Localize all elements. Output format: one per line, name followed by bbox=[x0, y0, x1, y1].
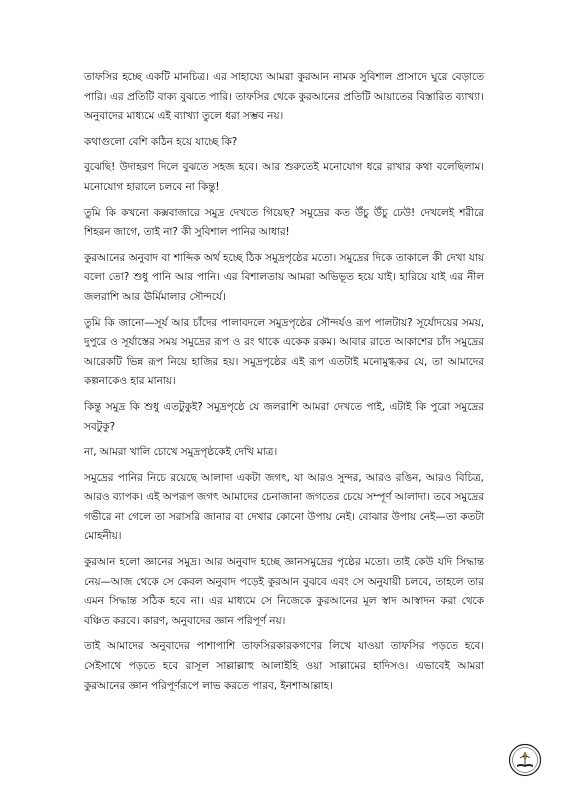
paragraph-11: তাই আমাদের অনুবাদের পাশাপাশি তাফসিরকারকগণের লিখে যাওয়া তাফসির পড়তে হবে। সেইসাথে পড়তে হবে রাসূল সাল্লাল্লাহু আলাইহি ওয়া সাল্লামের হাদিসও। এভাবেই আমরা কুরআনের জ্ঞান পরিপূর্ণরূপে লাভ করতে পারব, ইনশাআল্লাহ। bbox=[84, 640, 484, 692]
paragraph-9: সমুদ্রের পানির নিচে রয়েছে আলাদা একটা জগৎ, যা আরও সুন্দর, আরও রঙিন, আরও বিচিত্র, আরও ব্যাপক। এই অপরূপ জগৎ আমাদের চেনাজানা জগতের চেয়ে সম্পূর্ণ আলাদা। তবে সমুদ্রের গভীরে না গেলে তা সরাসরি জানার বা দেখার কোনো উপায় নেই। বোঝার উপায় নেই—তা কতটা মোহনীয়। bbox=[84, 471, 484, 543]
paragraph-4: তুমি কি কখনো কক্সবাজারে সমুদ্র দেখতে গিয়েছ? সমুদ্রের কত উঁচু উঁচু ঢেউ! দেখলেই শরীরে শিহরন জাগে, তাই না? কী সুবিশাল পানির আধার! bbox=[84, 206, 484, 239]
paragraph-5: কুরআনের অনুবাদ বা শাব্দিক অর্থ হচ্ছে ঠিক সমুদ্রপৃষ্ঠের মতো। সমুদ্রের দিকে তাকালে কী দেখা যায় বলো তো? শুধু পানি আর পানি। এর বিশালতায় আমরা অভিভূত হয়ে যাই। হারিয়ে যাই এর নীল জলরাশি আর ঊর্মিমালার সৌন্দর্যে। bbox=[84, 251, 484, 303]
paragraph-7: কিন্তু সমুদ্র কি শুধু এতটুকুই? সমুদ্রপৃষ্ঠে যে জলরাশি আমরা দেখতে পাই, এটাই কি পুরো সমুদ্রের সবটুকু? bbox=[84, 400, 484, 433]
paragraph-10: কুরআন হলো জ্ঞানের সমুদ্র। আর অনুবাদ হচ্ছে জ্ঞানসমুদ্রের পৃষ্ঠের মতো। তাই কেউ যদি সিদ্ধান্ত নেয়—আজ থেকে সে কেবল অনুবাদ পড়েই কুরআন বুঝবে এবং সে অনুযায়ী চলবে, তাহলে তার এমন সিদ্ধান্ত সঠিক হবে না। এর মাধ্যমে সে নিজেকে কুরআনের মূল স্বাদ আস্বাদন করা থেকে বঞ্চিত করবে। কারণ, অনুবাদের জ্ঞান পরিপূর্ণ নয়। bbox=[84, 556, 484, 627]
paragraph-6: তুমি কি জানো—সূর্য আর চাঁদের পালাবদলে সমুদ্রপৃষ্ঠের সৌন্দর্যও রূপ পালটায়? সূর্যোদয়ের সময়, দুপুরে ও সূর্যাস্তের সময় সমুদ্রের রূপ ও রং থাকে একেক রকম। আবার রাতে আকাশের চাঁদ সমুদ্রের আরেকটি ভিন্ন রূপ নিয়ে হাজির হয়। সমুদ্রপৃষ্ঠের এই রূপ এতটাই মনোমুগ্ধকর যে, তা আমাদের কল্পনাকেও হার মানায়। bbox=[84, 316, 484, 388]
book-emblem-icon bbox=[508, 743, 542, 777]
paragraph-1: তাফসির হচ্ছে একটি মানচিত্র। এর সাহায্যে আমরা কুরআন নামক সুবিশাল প্রাসাদে ঘুরে বেড়াতে পারি। এর প্রতিটি বাক্য বুঝতে পারি। তাফসির থেকে কুরআনের প্রতিটি আয়াতের বিস্তারিত ব্যাখ্যা। অনুবাদের মাধ্যমে এই ব্যাখ্যা তুলে ধরা সম্ভব নয়। bbox=[84, 71, 484, 123]
paragraph-8: না, আমরা খালি চোখে সমুদ্রপৃষ্ঠকেই দেখি মাত্র। bbox=[84, 446, 278, 459]
paragraph-3: বুঝেছি! উদাহরণ দিলে বুঝতে সহজ হবে। আর শুরুতেই মনোযোগ ধরে রাখার কথা বলেছিলাম। মনোযোগ হারালে চলবে না কিন্তু! bbox=[84, 161, 484, 193]
body-text bbox=[84, 68, 484, 702]
paragraph-2: কথাগুলো বেশি কঠিন হয়ে যাচ্ছে কি? bbox=[84, 135, 238, 148]
